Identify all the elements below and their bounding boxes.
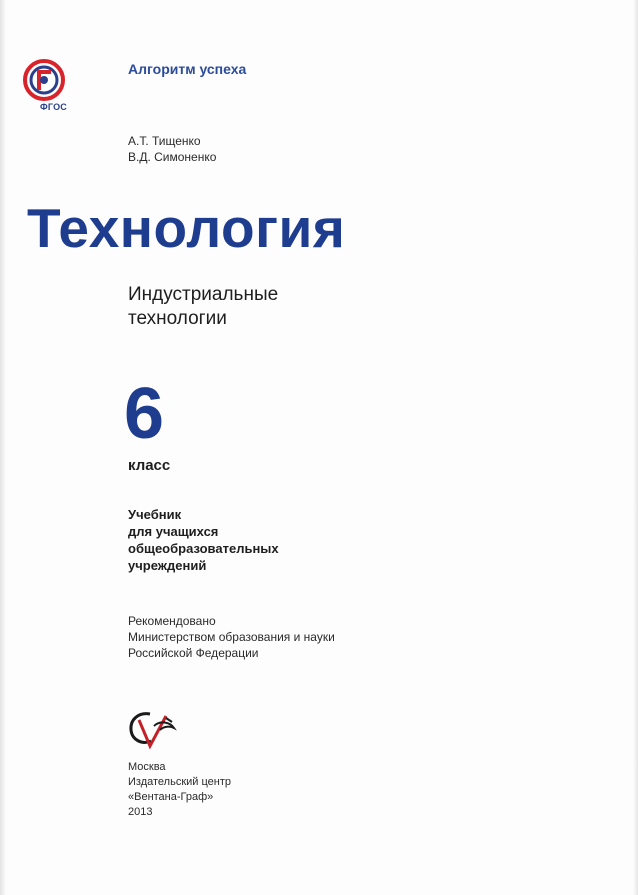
description-line-3: общеобразовательных bbox=[128, 541, 279, 556]
grade-word: класс bbox=[128, 457, 171, 474]
subtitle-line-1: Индустриальные bbox=[128, 284, 279, 305]
standard-badge: ФГОС bbox=[40, 102, 67, 112]
subtitle-line-2: технологии bbox=[128, 308, 227, 329]
ventana-graf-logo-icon bbox=[126, 708, 182, 752]
series-title: Алгоритм успеха bbox=[128, 61, 247, 77]
recommendation bbox=[128, 613, 335, 661]
author-1: А.Т. Тищенко bbox=[128, 134, 201, 148]
description-line-2: для учащихся bbox=[128, 524, 219, 539]
page-edge-left bbox=[0, 0, 6, 895]
authors bbox=[128, 133, 216, 165]
imprint-year: 2013 bbox=[128, 806, 153, 818]
imprint-publisher-name: «Вентана-Граф» bbox=[128, 791, 214, 803]
book-title: Технология bbox=[27, 197, 346, 259]
author-2: В.Д. Симоненко bbox=[128, 150, 217, 164]
recommendation-line-1: Рекомендовано bbox=[128, 614, 216, 628]
description-line-1: Учебник bbox=[128, 507, 182, 522]
imprint-city: Москва bbox=[128, 761, 166, 773]
page-edge-right bbox=[633, 0, 638, 895]
imprint bbox=[128, 760, 231, 820]
recommendation-line-2: Министерством образования и науки bbox=[128, 630, 335, 644]
grade-number: 6 bbox=[124, 374, 165, 454]
description-line-4: учреждений bbox=[128, 558, 207, 573]
book-description bbox=[128, 506, 279, 574]
recommendation-line-3: Российской Федерации bbox=[128, 646, 259, 660]
book-subtitle bbox=[128, 283, 278, 331]
imprint-publisher-type: Издательский центр bbox=[128, 776, 232, 788]
